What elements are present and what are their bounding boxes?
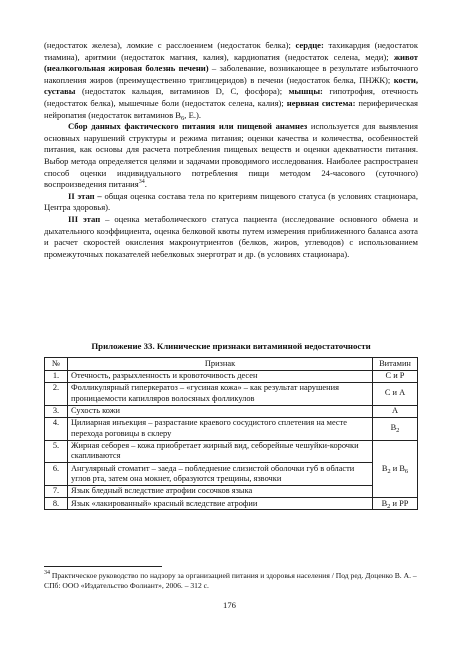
body-text [44,40,418,260]
table-title: Приложение 33. Клинические признаки витаминной недостаточности [91,341,371,351]
vitamin-deficiency-table [44,357,418,510]
table-row: 7. Язык бледный вследствие атрофии сосочков языка [45,486,418,498]
footnote-ref[interactable]: 34 [138,179,145,186]
paragraph-stage-2: II этап – общая оценка состава тела по критериям пищевого статуса (в условиях стационара, Центра здоровья). [44,190,418,213]
paragraph-diet-history: Сбор данных фактического питания или пищевой анамнез используется для выявления основных нарушений структуры и режима питания; оценки качества и количества, особенностей питания, как основы для расчета потребления пищевых веществ и оценки адекватности питания. Выбор метода определяется целями и задачами проводимого исследования. Наиболее распространен способ оценки индивидуального потребления пищи методом 24-часового (суточного) воспроизведения питания$^{34}$. [44,121,418,190]
table-row: 5. Жирная себорея – кожа приобретает жирный вид, себорейные чешуйки-корочки скапливаются $B_2$ и $B_6$ [45,440,418,463]
header-vitamin: Витамин [373,358,418,371]
table-row: 2. Фолликулярный гиперкератоз – «гусиная кожа» – как результат нарушения проницаемости капилляров волосяных фолликулов С и А [45,382,418,405]
table-row: 4. Цилиарная инъекция – разрастание краевого сосудистого сплетения на месте перехода роговицы в склеру $B_2$ [45,417,418,440]
footnote-divider [44,566,162,567]
header-sign: Признак [68,358,373,371]
table-row: 3. Сухость кожи А [45,405,418,417]
paragraph-symptoms: (недостаток железа), ломкие с расслоением (недостаток белка); сердце: тахикардия (недостаток тиамина), аритмии (недостаток магния, калия), кардиопатия (недостаток селена, меди); живот (неалкогольная жировая болезнь печени) – заболевание, возникающее в результате избыточного накопления жиров (преимущественно триглицеридов) в печени (недостаток белка, ПНЖК); кости, суставы (недостаток кальция, витаминов D, C, фосфора); мышцы: гипотрофия, отечность (недостаток белка), мышечные боли (недостаток селена, калия); нервная система: периферическая нейропатия (недостаток витаминов $B_6$, E.). [44,40,419,122]
page-number: 176 [223,600,236,610]
table-row: 1. Отечность, разрыхленность и кровоточивость десен С и Р [45,370,418,382]
paragraph-stage-3: III этап – оценка метаболического статуса пациента (исследование основного обмена и дыхательного коэффициента, оценка белковой квоты путем измерения приближенного баланса азота и расчет скоростей окисления макронутриентов (белков, жиров, углеводов) с использованием промежуточных показателей небелковых энерготрат и др. (в условиях стационара). [44,213,418,259]
header-number: № [45,358,68,371]
footnote: $^{34}$ Практическое руководство по надзору за организацией питания и здоровья населения / Под ред. Доценко В. А. – СПб: ООО «Издательство Фолиант», 2006. – 312 с. [44,570,417,590]
table-header-row [45,358,418,371]
table-row: 8. Язык «лакированный» красный вследствие атрофии $B_2$ и PP [45,498,418,510]
table-row: 6. Ангулярный стоматит – заеда – побледнение слизистой оболочки губ в области углов рта, затем она мокнет, образуются трещины, язвочки [45,463,418,486]
